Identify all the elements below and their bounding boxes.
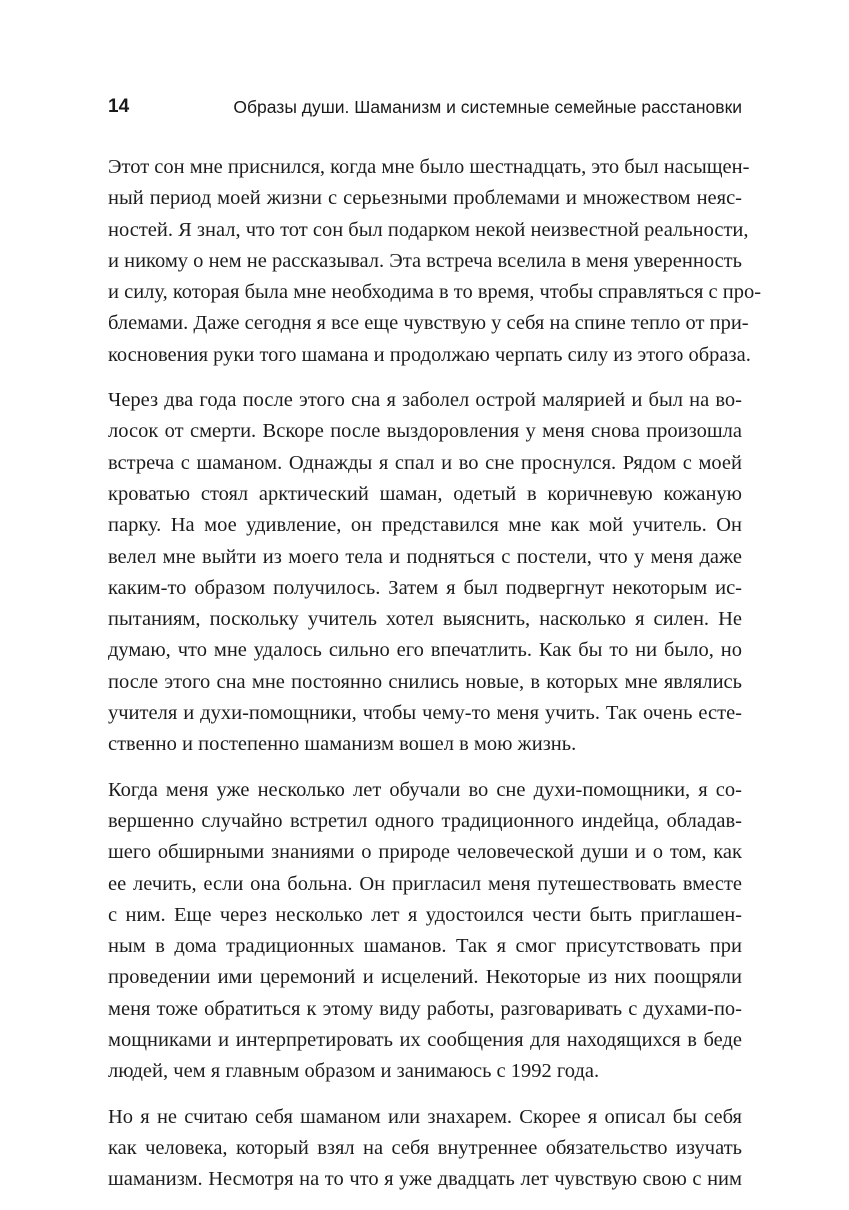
text-line: встреча с шаманом. Однажды я спал и во сне проснулся. Рядом с моей bbox=[108, 451, 742, 474]
text-line: косновения руки того шамана и продолжаю черпать силу из этого образа. bbox=[108, 343, 751, 366]
text-line: велел мне выйти из моего тела и подняться с постели, что у меня даже bbox=[108, 545, 742, 568]
text-line: ностей. Я знал, что тот сон был подарком некой неизвестной реальности, bbox=[108, 218, 749, 241]
text-line: лосок от смерти. Вскоре после выздоровления у меня снова произошла bbox=[108, 420, 742, 443]
text-line: вершенно случайно встретил одного традиционного индейца, обладав- bbox=[108, 809, 742, 832]
paragraph-4 bbox=[108, 1102, 742, 1196]
text-line: шаманизм. Несмотря на то что я уже двадцать лет чувствую свою с ним bbox=[108, 1168, 742, 1191]
text-line: ственно и постепенно шаманизм вошел в мою жизнь. bbox=[108, 733, 577, 756]
body-text bbox=[108, 152, 762, 1210]
text-line: Но я не считаю себя шаманом или знахарем. Скорее я описал бы себя bbox=[108, 1105, 742, 1128]
text-line: и силу, которая была мне необходима в то время, чтобы справляться с про- bbox=[108, 281, 762, 304]
text-line: проведении ими церемоний и исцелений. Некоторые из них поощряли bbox=[108, 966, 742, 989]
text-line: и никому о нем не рассказывал. Эта встреча вселила в меня уверенность bbox=[108, 249, 742, 272]
text-line: Через два года после этого сна я заболел острой малярией и был на во- bbox=[108, 389, 742, 412]
text-line: каким-то образом получилось. Затем я был подвергнут некоторым ис- bbox=[108, 576, 742, 599]
text-line: ным в дома традиционных шаманов. Так я смог присутствовать при bbox=[108, 935, 742, 958]
text-line: думаю, что мне удалось сильно его впечатлить. Как бы то ни было, но bbox=[108, 639, 742, 662]
text-line: блемами. Даже сегодня я все еще чувствую у себя на спине тепло от при- bbox=[108, 312, 749, 335]
page-number: 14 bbox=[108, 96, 130, 117]
text-line: с ним. Еще через несколько лет я удостоился чести быть приглашен- bbox=[108, 903, 742, 926]
text-line: парку. На мое удивление, он представился мне как мой учитель. Он bbox=[108, 514, 742, 537]
paragraph-1 bbox=[108, 152, 762, 371]
text-line: ее лечить, если она больна. Он пригласил меня путешествовать вместе bbox=[108, 872, 742, 895]
text-line: меня тоже обратиться к этому виду работы, разговаривать с духами-по- bbox=[108, 997, 742, 1020]
text-line: шего обширными знаниями о природе человеческой души и о том, как bbox=[108, 841, 742, 864]
text-line: после этого сна мне постоянно снились новые, в которых мне являлись bbox=[108, 670, 742, 693]
text-line: кроватью стоял арктический шаман, одетый в коричневую кожаную bbox=[108, 482, 742, 505]
text-line: мощниками и интерпретировать их сообщения для находящихся в беде bbox=[108, 1029, 742, 1052]
text-line: учителя и духи-помощники, чтобы чему-то меня учить. Так очень есте- bbox=[108, 702, 742, 725]
text-line: ный период моей жизни с серьезными проблемами и множеством неяс- bbox=[108, 187, 742, 210]
running-title: Образы души. Шаманизм и системные семейные расстановки bbox=[233, 97, 742, 117]
paragraph-3 bbox=[108, 775, 742, 1088]
paragraph-2 bbox=[108, 385, 742, 761]
text-line: людей, чем я главным образом и занимаюсь с 1992 года. bbox=[108, 1060, 600, 1083]
text-line: как человека, который взял на себя внутреннее обязательство изучать bbox=[108, 1136, 742, 1159]
text-line: Этот сон мне приснился, когда мне было шестнадцать, это был насыщен- bbox=[108, 156, 750, 178]
running-header bbox=[108, 93, 742, 121]
text-line: Когда меня уже несколько лет обучали во сне духи-помощники, я со- bbox=[108, 778, 742, 801]
text-line: пытаниям, поскольку учитель хотел выяснить, насколько я силен. Не bbox=[108, 608, 742, 631]
